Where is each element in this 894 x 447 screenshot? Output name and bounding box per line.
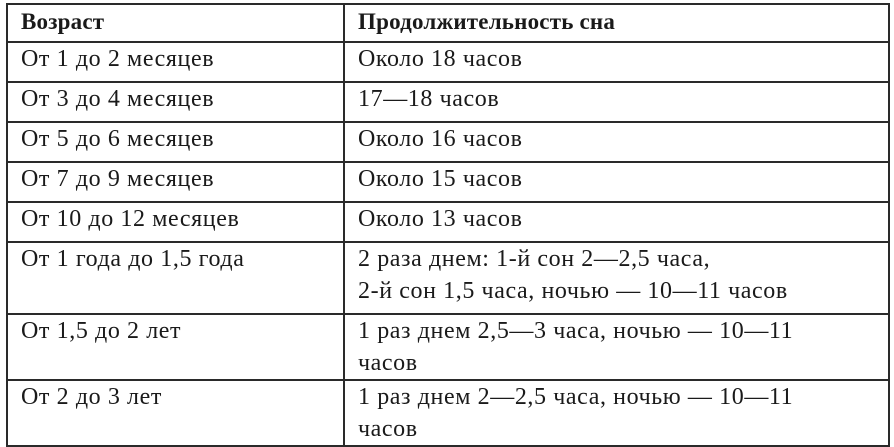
sleep-duration-table [6,3,890,447]
sleep-line: часов [358,350,418,376]
age-cell: От 1,5 до 2 лет [7,314,344,380]
age-cell: От 7 до 9 месяцев [7,162,344,202]
header-age: Возраст [7,4,344,42]
header-sleep-duration: Продолжительность сна [344,4,889,42]
sleep-cell [344,242,889,314]
sleep-line: 2-й сон 1,5 часа, ночью — 10—11 часов [358,278,788,304]
age-cell: От 2 до 3 лет [7,380,344,446]
table-row [7,162,889,202]
table-row [7,380,889,446]
sleep-line: 2 раза днем: 1-й сон 2—2,5 часа, [358,246,711,272]
table-row [7,314,889,380]
sleep-duration-table-container [6,3,888,442]
table-header-row [7,4,889,42]
age-cell: От 10 до 12 месяцев [7,202,344,242]
sleep-line: Около 16 часов [358,126,523,152]
sleep-cell [344,82,889,122]
age-cell: От 3 до 4 месяцев [7,82,344,122]
sleep-cell [344,202,889,242]
sleep-line: Около 13 часов [358,206,523,232]
sleep-line: Около 15 часов [358,166,523,192]
sleep-cell [344,380,889,446]
sleep-line: 1 раз днем 2,5—3 часа, ночью — 10—11 [358,318,794,344]
sleep-line: Около 18 часов [358,46,523,72]
age-cell: От 5 до 6 месяцев [7,122,344,162]
sleep-cell [344,42,889,82]
sleep-cell [344,314,889,380]
table-row [7,82,889,122]
table-row [7,122,889,162]
table-row [7,42,889,82]
table-row [7,242,889,314]
sleep-cell [344,162,889,202]
table-row [7,202,889,242]
sleep-line: часов [358,416,418,442]
sleep-cell [344,122,889,162]
age-cell: От 1 до 2 месяцев [7,42,344,82]
sleep-line: 1 раз днем 2—2,5 часа, ночью — 10—11 [358,384,794,410]
sleep-line: 17—18 часов [358,86,500,112]
age-cell: От 1 года до 1,5 года [7,242,344,314]
